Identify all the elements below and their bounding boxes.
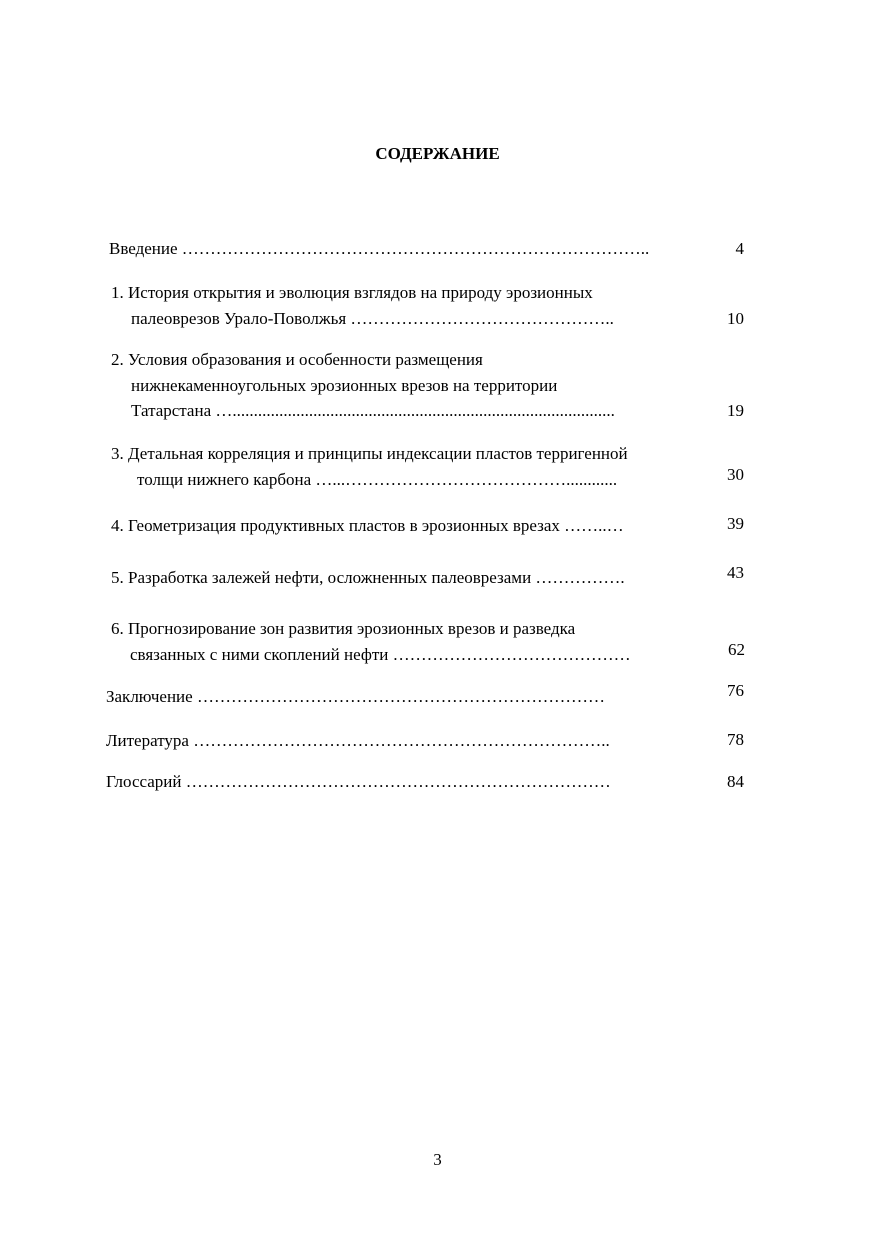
toc-entry-ch5-line1: 5. Разработка залежей нефти, осложненных палеоврезами ……………. (111, 568, 625, 587)
toc-page-ch4: 39 (727, 514, 744, 533)
toc-page-conclusion: 76 (727, 681, 744, 700)
toc-entry-glossary: Глоссарий ………………………………………………………………… (106, 772, 611, 791)
toc-entry-ch4-line1: 4. Геометризация продуктивных пластов в эрозионных врезах ……..… (111, 516, 624, 535)
toc-entry-ch2-line1: 2. Условия образования и особенности размещения (111, 350, 483, 369)
toc-page-intro: 4 (735, 239, 744, 258)
toc-page-literature: 78 (727, 730, 744, 749)
toc-page-ch3: 30 (727, 465, 744, 484)
page-number: 3 (433, 1150, 442, 1169)
toc-entry-ch6-line2: связанных с ними скоплений нефти …………………………………… (130, 645, 631, 664)
toc-entry-ch3-line2: толщи нижнего карбона …...…………………………………............ (137, 470, 618, 489)
toc-entry-ch3-line1: 3. Детальная корреляция и принципы индексации пластов терригенной (111, 444, 628, 463)
toc-page-ch2: 19 (727, 401, 744, 420)
toc-entry-ch6-line1: 6. Прогнозирование зон развития эрозионных врезов и разведка (111, 619, 576, 638)
toc-entry-ch2-line3: Татарстана ….......................................................................................... (131, 401, 615, 420)
toc-entry-ch1-line1: 1. История открытия и эволюция взглядов на природу эрозионных (111, 283, 593, 302)
toc-page-ch6: 62 (728, 640, 745, 659)
page-title: СОДЕРЖАНИЕ (375, 144, 500, 163)
toc-page-ch5: 43 (727, 563, 744, 582)
toc-page-glossary: 84 (727, 772, 744, 791)
toc-entry-ch1-line2: палеоврезов Урало-Поволжья ……………………………………….. (131, 309, 614, 328)
toc-entry-literature: Литература ……………………………………………………………….. (106, 731, 610, 750)
toc-page-ch1: 10 (727, 309, 744, 328)
toc-entry-conclusion: Заключение ……………………………………………………………… (106, 687, 605, 706)
toc-entry-ch2-line2: нижнекаменноугольных эрозионных врезов на территории (131, 376, 558, 395)
toc-entry-intro: Введение ……………………………………………………………………….. (109, 239, 650, 258)
